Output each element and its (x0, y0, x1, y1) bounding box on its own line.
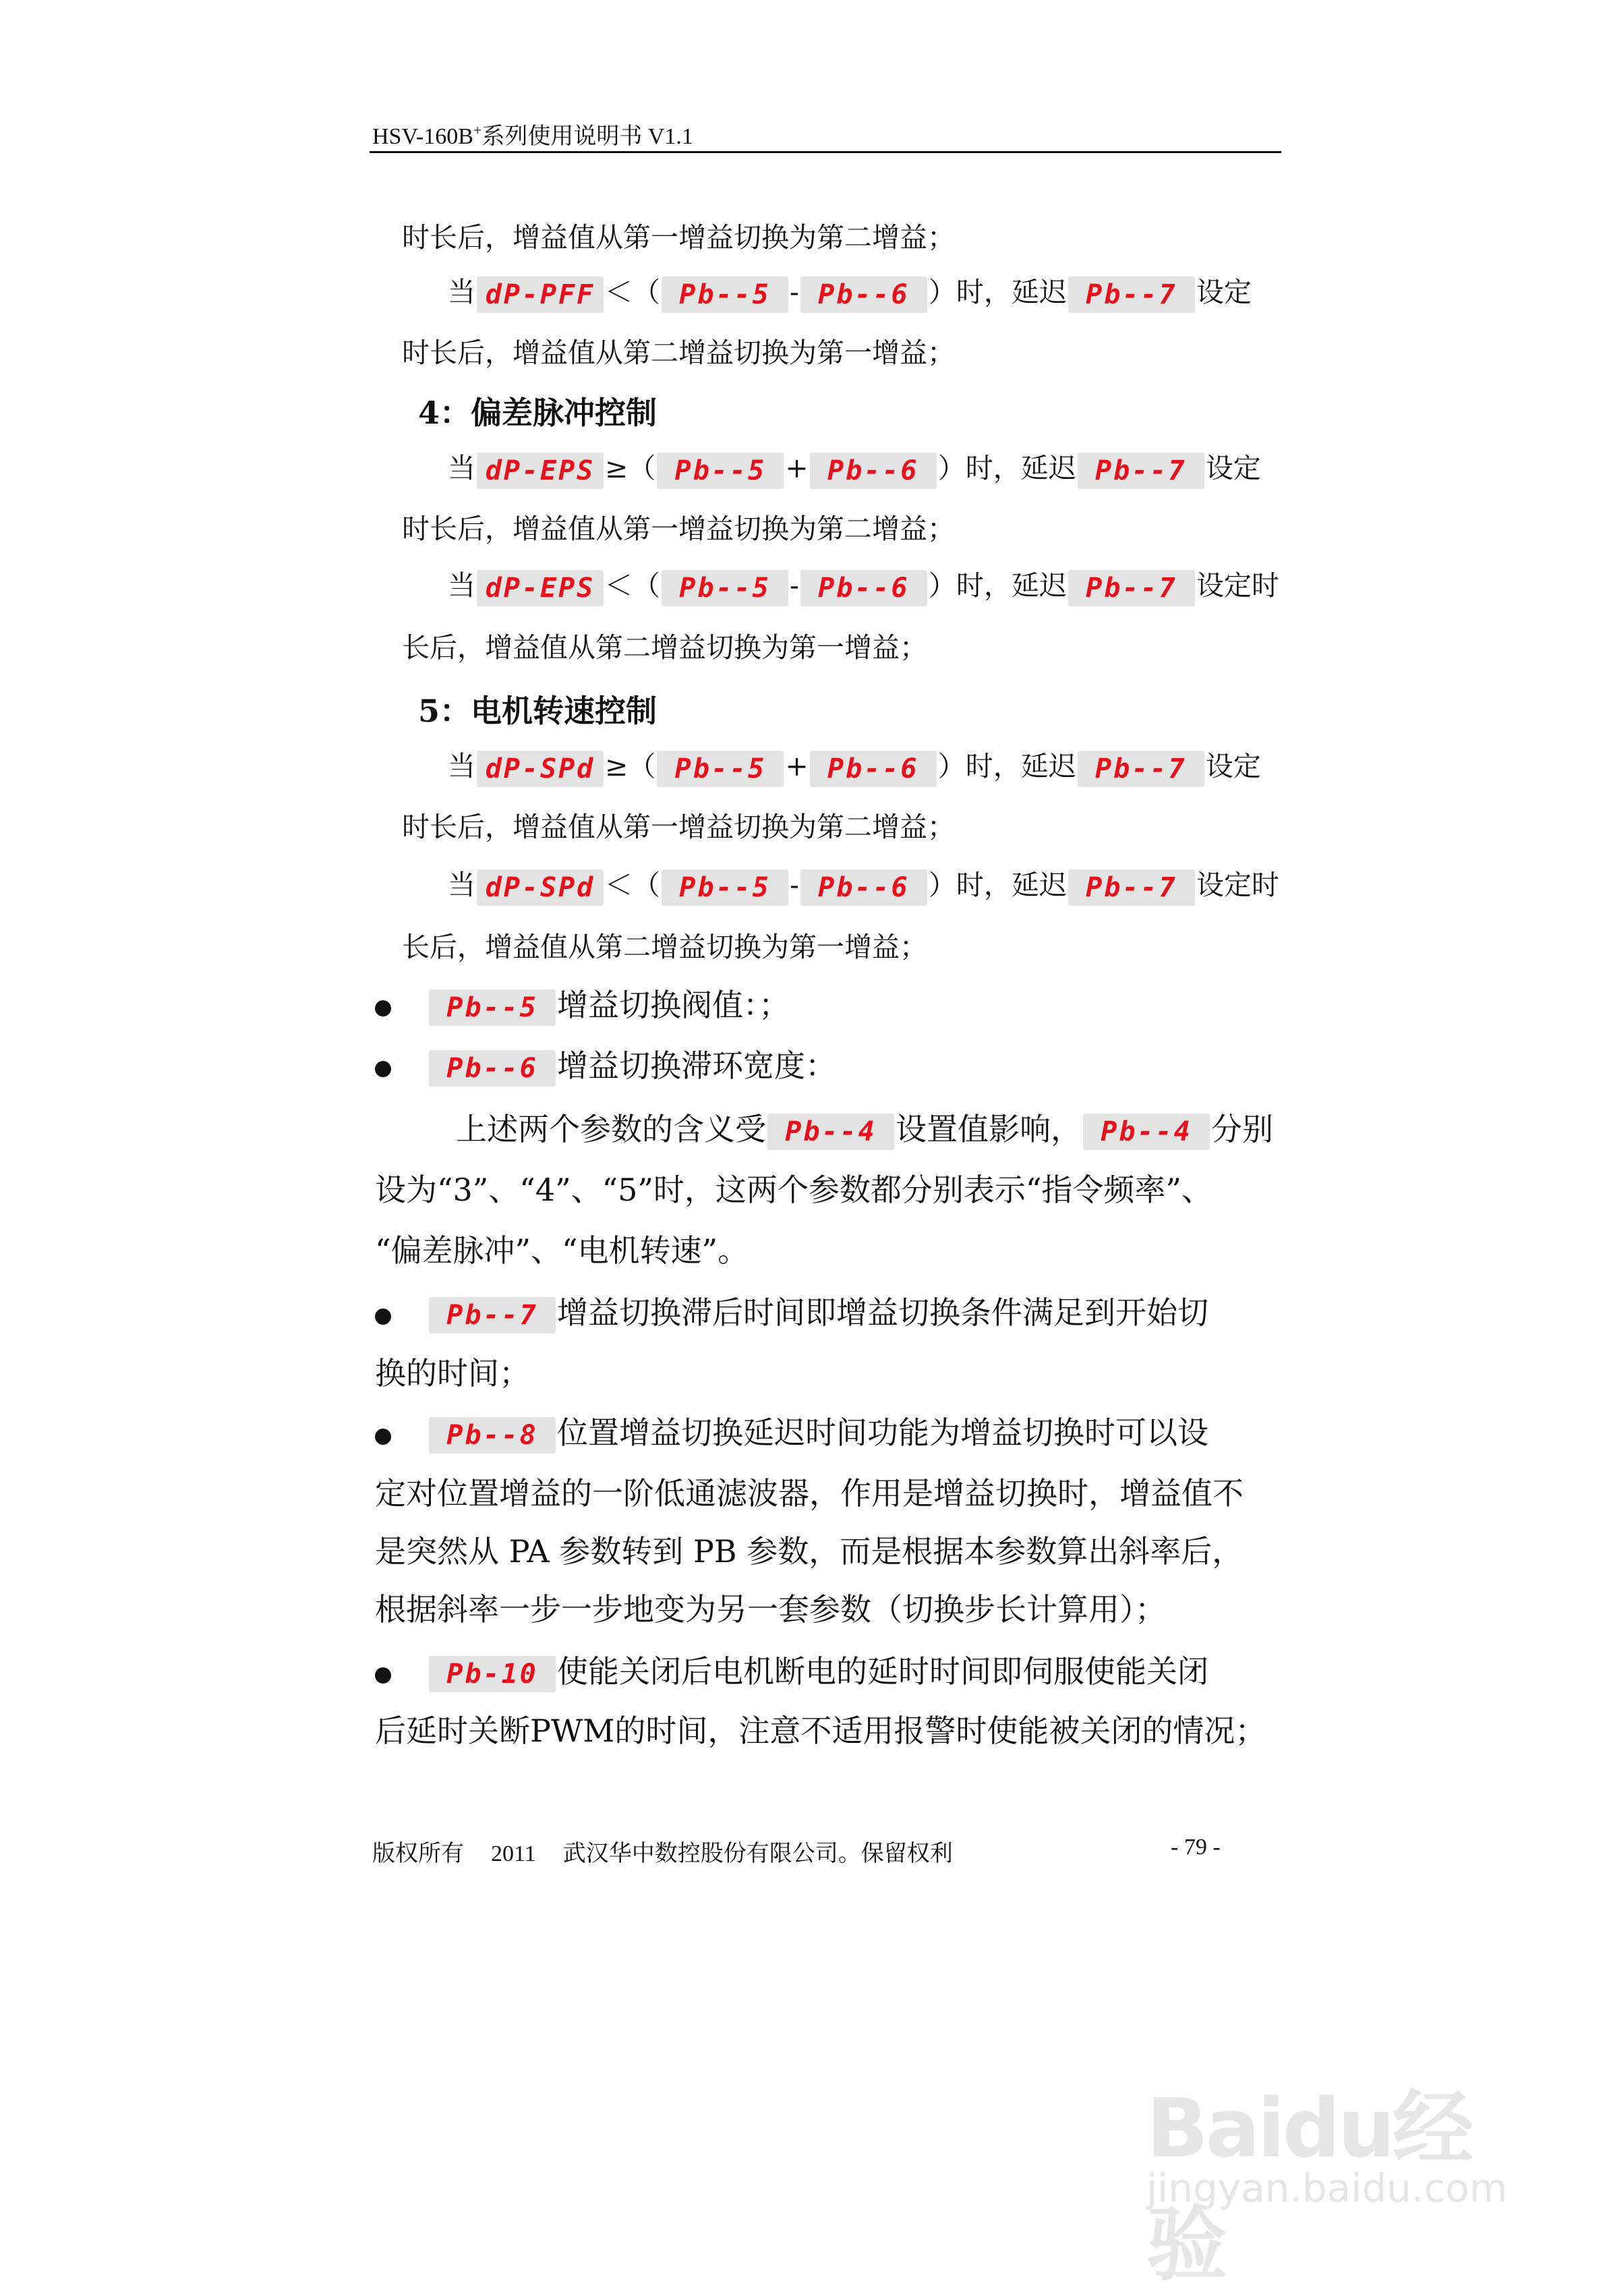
watermark (1146, 2064, 1508, 2292)
bullet-item-pb7: Pb--7 增益切换滞后时间即增益切换条件满足到开始切 (428, 1292, 1208, 1333)
lcd-pb5: Pb--5 (657, 751, 784, 787)
lcd-pb5: Pb--5 (662, 869, 788, 906)
lcd-pb5: Pb--5 (429, 989, 556, 1026)
condition-line-spd-ge: 当 dP-SPd ≥（ Pb--5 + Pb--6 ）时，延迟 Pb--7 设定 (448, 746, 1261, 787)
paragraph-line: 换的时间； (375, 1355, 530, 1391)
footer-year: 2011 (491, 1841, 536, 1866)
footer-copyright: 版权所有 (372, 1841, 464, 1866)
lcd-dp-eps: dP-EPS (477, 453, 604, 489)
lcd-pb6: Pb--6 (800, 277, 927, 313)
paragraph-line: 后延时关断PWM的时间，注意不适用报警时使能被关闭的情况； (375, 1713, 1266, 1749)
lcd-pb7: Pb--7 (429, 1297, 556, 1333)
text-line: 时长后，增益值从第一增益切换为第二增益； (402, 221, 955, 254)
bullet-dot (375, 1000, 391, 1016)
lcd-pb10: Pb-10 (429, 1656, 556, 1692)
lcd-dp-spd: dP-SPd (477, 869, 604, 906)
paragraph-line: 根据斜率一步一步地变为另一套参数（切换步长计算用）； (375, 1591, 1166, 1628)
condition-line-eps-ge: 当 dP-EPS ≥（ Pb--5 + Pb--6 ）时，延迟 Pb--7 设定 (448, 448, 1261, 489)
bullet-dot (375, 1061, 391, 1077)
page-number: - 79 - (1171, 1835, 1221, 1860)
bullet-dot (375, 1309, 391, 1325)
section-heading-4: 4：偏差脉冲控制 (418, 395, 658, 431)
lcd-pb4: Pb--4 (1083, 1114, 1210, 1150)
lcd-pb8: Pb--8 (429, 1417, 556, 1454)
paragraph-line: 是突然从 PA 参数转到 PB 参数，而是根据本参数算出斜率后， (375, 1533, 1244, 1570)
text-line: 时长后，增益值从第二增益切换为第一增益； (402, 337, 955, 369)
paragraph-line: 定对位置增益的一阶低通滤波器，作用是增益切换时，增益值不 (375, 1475, 1244, 1512)
bullet-dot (375, 1667, 391, 1684)
bullet-item-pb8: Pb--8 位置增益切换延迟时间功能为增益切换时可以设 (428, 1412, 1208, 1454)
page-header (370, 113, 1281, 153)
lcd-pb6: Pb--6 (810, 751, 937, 787)
lcd-pb7: Pb--7 (1078, 751, 1204, 787)
header-title: HSV-160B+系列使用说明书 V1.1 (372, 121, 693, 149)
condition-line-spd-lt: 当 dP-SPd ＜（ Pb--5 - Pb--6 ）时，延迟 Pb--7 设定时 (448, 865, 1279, 906)
bullet-item-pb6: Pb--6 增益切换滞环宽度： (428, 1045, 836, 1087)
footer-company: 武汉华中数控股份有限公司。保留权利 (562, 1841, 953, 1866)
bullet-dot (375, 1429, 391, 1445)
page-footer (372, 1835, 980, 1868)
lcd-pb5: Pb--5 (657, 453, 784, 489)
condition-line-pff-lt: 当 dP-PFF ＜（ Pb--5 - Pb--6 ）时，延迟 Pb--7 设定 (448, 272, 1252, 313)
lcd-pb7: Pb--7 (1078, 453, 1204, 489)
lcd-pb7: Pb--7 (1068, 869, 1195, 906)
watermark-logo: Baidu经验 (1146, 2082, 1471, 2292)
lcd-pb7: Pb--7 (1068, 277, 1195, 313)
watermark-url: jingyan.baidu.com (1146, 2165, 1508, 2211)
bullet-item-pb5: Pb--5 增益切换阀值：； (428, 985, 790, 1026)
condition-line-eps-lt: 当 dP-EPS ＜（ Pb--5 - Pb--6 ）时，延迟 Pb--7 设定时 (448, 565, 1279, 606)
lcd-pb6: Pb--6 (810, 453, 937, 489)
section-heading-5: 5：电机转速控制 (418, 693, 658, 729)
lcd-dp-eps: dP-EPS (477, 570, 604, 606)
lcd-pb7: Pb--7 (1068, 570, 1195, 606)
paragraph-line: 上述两个参数的含义受 Pb--4 设置值影响， Pb--4 分别 (456, 1109, 1273, 1150)
lcd-dp-spd: dP-SPd (477, 751, 604, 787)
text-line: 时长后，增益值从第一增益切换为第二增益； (402, 811, 955, 843)
paragraph-line: “偏差脉冲”、“电机转速”。 (375, 1232, 749, 1269)
lcd-pb5: Pb--5 (662, 570, 788, 606)
lcd-pb6: Pb--6 (800, 869, 927, 906)
text-line: 长后，增益值从第二增益切换为第一增益； (402, 931, 927, 963)
paragraph-line: 设为“3”、“4”、“5”时，这两个参数都分别表示“指令频率”、 (375, 1172, 1213, 1208)
lcd-pb6: Pb--6 (429, 1050, 556, 1087)
lcd-dp-pff: dP-PFF (477, 277, 604, 313)
bullet-item-pb10: Pb-10 使能关闭后电机断电的延时时间即伺服使能关闭 (428, 1651, 1208, 1692)
text-line: 时长后，增益值从第一增益切换为第二增益； (402, 513, 955, 545)
lcd-pb5: Pb--5 (662, 277, 788, 313)
lcd-pb6: Pb--6 (800, 570, 927, 606)
lcd-pb4: Pb--4 (767, 1114, 894, 1150)
text-line: 长后，增益值从第二增益切换为第一增益； (402, 631, 927, 664)
